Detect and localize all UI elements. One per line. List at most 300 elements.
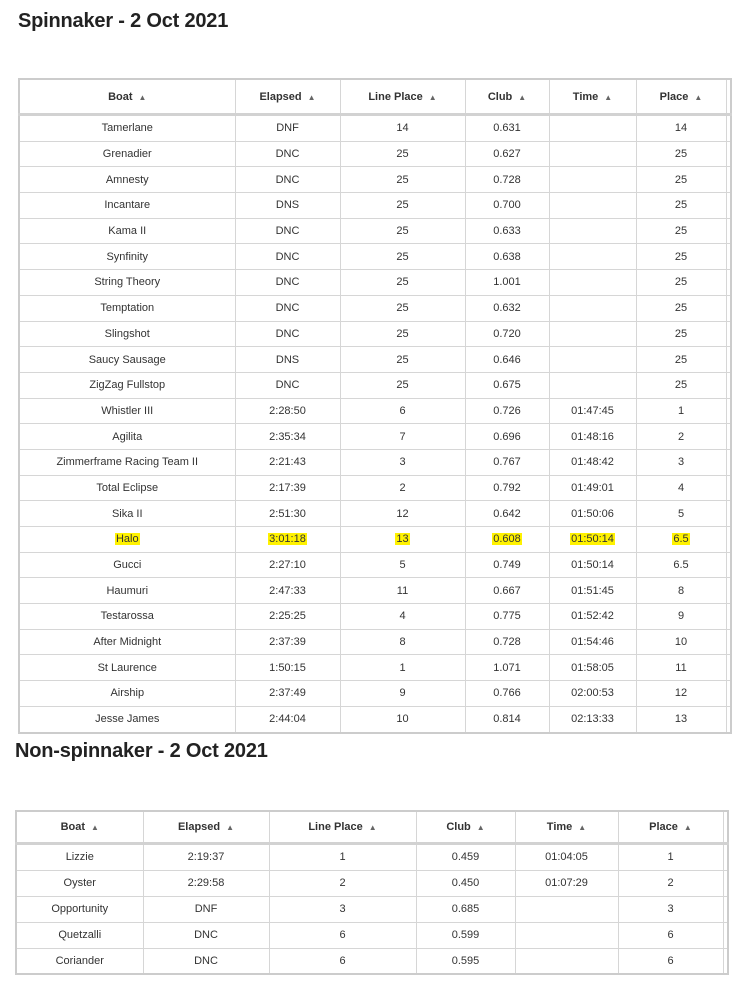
table-row (19, 270, 731, 296)
table-row (19, 449, 731, 475)
cell-boat (19, 655, 235, 681)
cell-elapsed (235, 372, 340, 398)
column-header-place[interactable] (636, 79, 726, 115)
extra-cell (726, 681, 731, 707)
table-row (19, 578, 731, 604)
cell-value: Opportunity (51, 903, 109, 916)
cell-elapsed (235, 681, 340, 707)
cell-line-place (340, 604, 465, 630)
column-header-elapsed[interactable] (143, 811, 269, 844)
cell-elapsed (235, 295, 340, 321)
cell-line-place (340, 501, 465, 527)
extra-cell (726, 604, 731, 630)
cell-value: Haumuri (106, 584, 149, 597)
cell-line-place (340, 449, 465, 475)
cell-value: 25 (674, 225, 688, 238)
cell-boat (19, 424, 235, 450)
column-header-place[interactable] (618, 811, 723, 844)
column-header-label: Line Place (368, 90, 423, 103)
cell-boat (19, 449, 235, 475)
cell-club (465, 475, 549, 501)
table-row (19, 347, 731, 373)
cell-value: 2 (399, 481, 406, 494)
sort-ascending-icon[interactable]: ▲ (694, 92, 703, 102)
cell-club (465, 706, 549, 732)
cell-place (636, 552, 726, 578)
cell-line-place (340, 424, 465, 450)
cell-value: 1:50:15 (269, 661, 306, 674)
cell-value: 13 (674, 713, 688, 726)
cell-value: 0.696 (493, 430, 521, 443)
cell-value: 7 (399, 430, 406, 443)
cell-value: 0.599 (451, 929, 480, 942)
cell-place (636, 424, 726, 450)
extra-cell (726, 347, 731, 373)
cell-place (636, 347, 726, 373)
sort-ascending-icon[interactable]: ▲ (428, 92, 437, 102)
cell-value: 6 (667, 955, 674, 967)
sort-ascending-icon[interactable]: ▲ (226, 823, 235, 832)
cell-place (636, 141, 726, 167)
cell-time (549, 501, 636, 527)
column-header-elapsed[interactable] (235, 79, 340, 115)
column-header-label: Place (649, 821, 678, 833)
cell-value: 3 (677, 456, 685, 469)
cell-value: ZigZag Fullstop (89, 379, 166, 392)
cell-value: 0.675 (493, 379, 521, 392)
extra-cell (726, 449, 731, 475)
cell-value: Agilita (112, 430, 143, 443)
cell-value: 2:28:50 (269, 404, 306, 417)
cell-elapsed (143, 922, 269, 948)
cell-boat (19, 347, 235, 373)
cell-value: 9 (677, 610, 685, 623)
cell-boat (19, 321, 235, 347)
table-row (19, 295, 731, 321)
cell-club (465, 424, 549, 450)
cell-value: Tamerlane (101, 122, 153, 135)
cell-value: 25 (674, 148, 688, 161)
cell-value: 0.646 (493, 353, 521, 366)
cell-line-place (340, 167, 465, 193)
cell-time (549, 141, 636, 167)
cell-elapsed (235, 270, 340, 296)
sort-ascending-icon[interactable]: ▲ (91, 823, 99, 832)
extra-cell (723, 896, 728, 922)
cell-elapsed (235, 527, 340, 553)
cell-value: 25 (396, 199, 409, 212)
cell-club (416, 948, 515, 974)
cell-value: 0.749 (493, 559, 521, 572)
table-row (19, 552, 731, 578)
column-header-time[interactable] (549, 79, 636, 115)
column-header-label: Line Place (308, 821, 363, 833)
cell-boat (19, 372, 235, 398)
cell-value: Jesse James (95, 713, 160, 726)
cell-line-place (340, 295, 465, 321)
cell-elapsed (235, 424, 340, 450)
cell-value: String Theory (94, 276, 161, 289)
cell-value: 25 (396, 225, 409, 238)
cell-time (549, 527, 636, 553)
extra-cell (726, 398, 731, 424)
extra-cell (726, 167, 731, 193)
cell-value: 0.720 (493, 327, 521, 340)
cell-club (465, 347, 549, 373)
cell-club (465, 501, 549, 527)
cell-time (549, 321, 636, 347)
table-row (19, 167, 731, 193)
cell-value: 4 (677, 481, 685, 494)
cell-value: 02:13:33 (571, 713, 614, 726)
cell-value: 01:07:29 (545, 877, 588, 890)
cell-value: 8 (399, 636, 406, 649)
cell-value: DNC (275, 327, 300, 340)
cell-value: Quetzalli (58, 929, 102, 942)
cell-elapsed (235, 629, 340, 655)
cell-club (465, 372, 549, 398)
cell-club (465, 218, 549, 244)
cell-value: 6.5 (673, 559, 689, 572)
cell-value: DNF (276, 122, 299, 135)
cell-value: 0.685 (451, 903, 480, 916)
extra-column-header (723, 811, 728, 844)
cell-value: 2:29:58 (187, 877, 225, 890)
cell-value: 0.638 (493, 250, 521, 263)
cell-value: 01:49:01 (571, 481, 614, 494)
cell-elapsed (235, 449, 340, 475)
cell-value: 0.766 (493, 687, 521, 700)
cell-value: 25 (396, 173, 409, 186)
sort-ascending-icon[interactable]: ▲ (683, 823, 692, 832)
cell-place (636, 193, 726, 219)
cell-line-place (340, 655, 465, 681)
cell-place (636, 501, 726, 527)
cell-club (465, 578, 549, 604)
cell-value: Oyster (63, 877, 96, 890)
cell-boat (19, 552, 235, 578)
cell-value: 01:58:05 (571, 661, 614, 674)
cell-club (465, 527, 549, 553)
cell-place (636, 115, 726, 142)
cell-time (549, 295, 636, 321)
cell-boat (16, 896, 143, 922)
cell-value: 14 (674, 122, 688, 135)
cell-value: 0.728 (493, 173, 521, 186)
cell-value: 25 (396, 276, 409, 289)
cell-boat (19, 270, 235, 296)
cell-time (549, 193, 636, 219)
sort-ascending-icon[interactable]: ▲ (138, 92, 147, 102)
cell-value: 3:01:18 (269, 533, 306, 546)
cell-value: 1.001 (493, 276, 521, 289)
table-row (19, 681, 731, 707)
cell-elapsed (235, 578, 340, 604)
cell-value: Kama II (108, 225, 147, 238)
cell-value: 2:17:39 (269, 481, 306, 494)
cell-place (636, 706, 726, 732)
extra-cell (726, 552, 731, 578)
cell-club (465, 115, 549, 142)
table-row (19, 655, 731, 681)
column-header-label: Boat (60, 821, 86, 833)
extra-cell (723, 948, 728, 974)
cell-value: DNC (275, 250, 300, 263)
cell-time (515, 844, 618, 871)
cell-value: 12 (396, 507, 409, 520)
cell-elapsed (235, 501, 340, 527)
column-header-line-place[interactable] (269, 811, 416, 844)
cell-boat (19, 218, 235, 244)
cell-value: 0.595 (451, 955, 480, 967)
cell-value: 10 (396, 713, 409, 726)
extra-cell (723, 870, 728, 896)
cell-line-place (340, 270, 465, 296)
cell-boat (19, 295, 235, 321)
cell-value: DNC (275, 148, 300, 161)
cell-boat (16, 922, 143, 948)
cell-value: 0.633 (493, 225, 521, 238)
cell-value: 25 (674, 199, 688, 212)
cell-value: 10 (674, 636, 688, 649)
cell-value: 5 (399, 559, 406, 572)
extra-column-header (726, 79, 731, 115)
cell-line-place (340, 629, 465, 655)
cell-value: 3 (339, 903, 346, 916)
table-row (19, 141, 731, 167)
cell-line-place (340, 552, 465, 578)
cell-elapsed (235, 167, 340, 193)
cell-value: 0.667 (493, 584, 521, 597)
cell-line-place (269, 922, 416, 948)
cell-boat (16, 844, 143, 871)
cell-value: 0.728 (493, 636, 521, 649)
cell-time (549, 578, 636, 604)
cell-line-place (340, 398, 465, 424)
cell-value: 2:37:49 (269, 687, 306, 700)
cell-line-place (340, 244, 465, 270)
cell-place (636, 372, 726, 398)
cell-value: 9 (399, 687, 406, 700)
cell-elapsed (235, 321, 340, 347)
cell-value: 25 (396, 327, 409, 340)
column-header-label: Boat (108, 90, 133, 103)
cell-value: DNC (194, 955, 218, 967)
cell-value: 25 (396, 148, 409, 161)
spinnaker-title: Spinnaker - 2 Oct 2021 (18, 10, 229, 32)
extra-cell (726, 141, 731, 167)
cell-line-place (269, 896, 416, 922)
extra-cell (726, 321, 731, 347)
cell-place (618, 844, 723, 871)
cell-line-place (340, 578, 465, 604)
spinnaker-results-table (18, 78, 732, 734)
cell-boat (19, 604, 235, 630)
cell-boat (16, 870, 143, 896)
sort-ascending-icon[interactable]: ▲ (368, 823, 377, 832)
cell-elapsed (235, 552, 340, 578)
cell-value: 2:51:30 (269, 507, 306, 520)
cell-line-place (340, 527, 465, 553)
cell-value: 12 (674, 687, 688, 700)
cell-place (636, 578, 726, 604)
cell-time (515, 870, 618, 896)
cell-value: 4 (399, 610, 406, 623)
cell-value: DNS (275, 353, 300, 366)
table-row (19, 706, 731, 732)
cell-boat (19, 706, 235, 732)
cell-club (416, 922, 515, 948)
sort-ascending-icon[interactable]: ▲ (518, 92, 527, 102)
cell-value: 25 (396, 302, 409, 315)
cell-place (636, 270, 726, 296)
cell-value: 25 (674, 302, 688, 315)
cell-elapsed (235, 706, 340, 732)
cell-value: Sika II (111, 507, 143, 520)
cell-value: 0.642 (493, 507, 521, 520)
cell-boat (19, 115, 235, 142)
cell-value: Airship (110, 687, 145, 700)
cell-value: DNC (275, 379, 300, 392)
cell-club (465, 244, 549, 270)
cell-place (636, 604, 726, 630)
cell-elapsed (235, 193, 340, 219)
cell-value: 0.767 (493, 456, 521, 469)
cell-time (515, 922, 618, 948)
cell-value: 13 (396, 533, 409, 546)
cell-value: DNC (275, 173, 300, 186)
sort-ascending-icon[interactable]: ▲ (578, 823, 587, 832)
cell-place (636, 295, 726, 321)
cell-line-place (340, 681, 465, 707)
cell-value: 0.814 (493, 713, 521, 726)
cell-place (636, 398, 726, 424)
cell-elapsed (235, 398, 340, 424)
cell-line-place (269, 870, 416, 896)
extra-cell (726, 295, 731, 321)
cell-club (465, 398, 549, 424)
table-row (19, 372, 731, 398)
cell-value: DNC (275, 302, 300, 315)
table-row (19, 244, 731, 270)
cell-value: Testarossa (100, 610, 154, 623)
extra-cell (726, 115, 731, 142)
cell-club (416, 844, 515, 871)
table-row (16, 922, 728, 948)
cell-time (549, 629, 636, 655)
cell-value: Total Eclipse (96, 481, 159, 494)
cell-elapsed (143, 870, 269, 896)
cell-line-place (340, 141, 465, 167)
sort-ascending-icon[interactable]: ▲ (604, 92, 613, 102)
table-row (19, 527, 731, 553)
cell-time (549, 218, 636, 244)
cell-boat (19, 578, 235, 604)
cell-club (465, 629, 549, 655)
table-row (19, 193, 731, 219)
cell-line-place (340, 193, 465, 219)
cell-line-place (269, 844, 416, 871)
cell-place (618, 948, 723, 974)
cell-value: 0.632 (493, 302, 521, 315)
cell-time (549, 552, 636, 578)
column-header-club[interactable] (465, 79, 549, 115)
cell-value: 25 (674, 379, 688, 392)
sort-ascending-icon[interactable]: ▲ (476, 823, 485, 832)
cell-elapsed (235, 604, 340, 630)
cell-value: 1 (339, 851, 346, 864)
cell-value: Lizzie (65, 851, 94, 864)
cell-value: 2 (339, 877, 346, 890)
cell-elapsed (235, 347, 340, 373)
cell-value: 25 (674, 327, 688, 340)
cell-boat (19, 681, 235, 707)
cell-line-place (340, 706, 465, 732)
cell-value: 25 (674, 173, 688, 186)
cell-club (465, 141, 549, 167)
cell-club (416, 870, 515, 896)
column-header-time[interactable] (515, 811, 618, 844)
cell-value: 01:54:46 (571, 636, 614, 649)
column-header-boat[interactable] (19, 79, 235, 115)
cell-place (636, 527, 726, 553)
cell-value: Saucy Sausage (88, 353, 166, 366)
column-header-club[interactable] (416, 811, 515, 844)
cell-time (549, 475, 636, 501)
cell-value: Halo (115, 533, 139, 546)
cell-value: 11 (396, 584, 409, 597)
cell-elapsed (143, 896, 269, 922)
cell-value: 01:04:05 (545, 851, 588, 864)
cell-time (549, 655, 636, 681)
cell-place (636, 167, 726, 193)
cell-time (549, 424, 636, 450)
cell-line-place (269, 948, 416, 974)
cell-value: 0.608 (493, 533, 521, 546)
cell-time (549, 270, 636, 296)
cell-elapsed (235, 655, 340, 681)
cell-value: 6 (667, 929, 674, 942)
cell-elapsed (143, 948, 269, 974)
non-spinnaker-title: Non-spinnaker - 2 Oct 2021 (15, 740, 268, 762)
cell-value: 0.775 (493, 610, 521, 623)
table-row (19, 629, 731, 655)
column-header-label: Elapsed (259, 90, 302, 103)
cell-value: 14 (396, 122, 409, 135)
table-row (16, 844, 728, 871)
cell-elapsed (235, 218, 340, 244)
cell-value: 01:47:45 (571, 404, 614, 417)
cell-value: 2:44:04 (269, 713, 306, 726)
cell-value: 01:52:42 (571, 610, 614, 623)
column-header-boat[interactable] (16, 811, 143, 844)
cell-boat (16, 948, 143, 974)
extra-cell (726, 629, 731, 655)
table-row (19, 115, 731, 142)
cell-time (549, 449, 636, 475)
cell-value: After Midnight (93, 636, 162, 649)
cell-time (549, 347, 636, 373)
cell-time (549, 244, 636, 270)
cell-value: Coriander (55, 955, 104, 967)
cell-place (636, 218, 726, 244)
sort-ascending-icon[interactable]: ▲ (307, 92, 316, 102)
cell-value: 11 (675, 661, 687, 674)
cell-club (465, 167, 549, 193)
cell-boat (19, 244, 235, 270)
column-header-line-place[interactable] (340, 79, 465, 115)
column-header-label: Club (487, 90, 513, 103)
